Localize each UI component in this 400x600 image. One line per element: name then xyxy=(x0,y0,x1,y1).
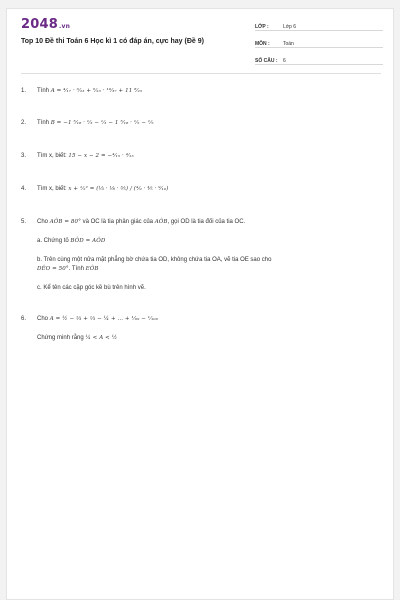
document-title: Top 10 Đề thi Toán 6 Học kì 1 có đáp án, cực hay (Đề 9) xyxy=(21,38,204,45)
math-expression: A = ⁴⁄₁₇ · ³⁄₂₃ + ⁶⁄₂₃ · ¹⁹⁄₃₇ + 11 ⁸⁄₂₃ xyxy=(50,88,143,94)
subquestion-c: c. Kể tên các cặp góc kề bù trên hình vẽ. xyxy=(37,285,146,291)
math-expression: BÔD = AÔD xyxy=(70,238,106,244)
math-expression: B = −1 ⁵⁄₁₈ · ¹⁄₃ − ¹⁄₃ − 1 ⁵⁄₁₈ · ¹⁄₅ − ¹⁄₅ xyxy=(50,120,154,126)
question-1 xyxy=(21,87,381,96)
math-expression: AÔB = 80° xyxy=(49,219,81,225)
question-4 xyxy=(21,185,381,194)
question-2 xyxy=(21,119,381,128)
meta-row-subject xyxy=(255,36,383,48)
question-text: . Tính xyxy=(68,266,86,272)
question-text: Tính xyxy=(37,120,51,126)
meta-value: Toán xyxy=(283,41,294,47)
logo-suffix: .vn xyxy=(58,23,71,30)
site-logo[interactable] xyxy=(21,17,70,32)
question-list xyxy=(21,87,381,343)
question-number: 3. xyxy=(21,153,27,159)
math-expression: A = ½ − ⅓ + ⅓ − ¼ + ... + ¹⁄₉₉ − ¹⁄₁₀₀ xyxy=(49,316,159,322)
document-header xyxy=(7,9,393,71)
question-text: Tính xyxy=(37,88,51,94)
proof-line xyxy=(37,334,381,343)
question-text: , gọi OD là tia đối của tia OC. xyxy=(167,219,246,225)
meta-row-count xyxy=(255,53,383,65)
header-divider xyxy=(21,73,381,74)
math-expression: AÔB xyxy=(154,219,168,225)
question-number: 2. xyxy=(21,120,27,126)
math-expression: DÊO = 50° xyxy=(37,266,69,272)
meta-label: LỚP : xyxy=(255,24,269,30)
math-expression: x + ¹⁄₂² = (⅓ · ⅛ · ⅗) / (⁴⁄₉ · ⅘ · ⁹⁄₁₀) xyxy=(68,186,169,192)
question-number: 4. xyxy=(21,186,27,192)
question-text: Cho xyxy=(37,316,50,322)
question-6 xyxy=(21,315,381,343)
meta-row-class xyxy=(255,19,383,31)
question-5 xyxy=(21,218,381,293)
math-expression: EÔB xyxy=(85,266,99,272)
question-statement xyxy=(37,315,381,324)
question-text: và OC là tia phân giác của xyxy=(80,219,155,225)
question-text: a. Chứng tỏ xyxy=(37,238,71,244)
question-text: b. Trên cùng một nửa mặt phẳng bờ chứa tia OD, không chứa tia OA, vẽ tia OE sao cho xyxy=(37,257,272,263)
question-number: 6. xyxy=(21,316,27,322)
meta-label: SỐ CÂU : xyxy=(255,58,278,64)
question-statement xyxy=(37,218,381,227)
math-expression: 15 − x − 2 = −⁴⁄₁₅ · ⁴⁄₁₅ xyxy=(68,153,134,159)
question-text: Tìm x, biết: xyxy=(37,186,69,192)
question-text: Chứng minh rằng xyxy=(37,335,86,341)
meta-label: MÔN : xyxy=(255,41,270,47)
question-number: 1. xyxy=(21,88,27,94)
question-number: 5. xyxy=(21,219,27,225)
meta-value: 6 xyxy=(283,58,286,64)
question-3 xyxy=(21,152,381,161)
question-text: Cho xyxy=(37,219,50,225)
meta-value: Lớp 6 xyxy=(283,24,297,30)
document-page xyxy=(6,8,394,600)
meta-box xyxy=(255,19,383,70)
subquestion-b xyxy=(37,256,381,274)
subquestion-a xyxy=(37,237,381,246)
math-expression: ¼ < A < ½ xyxy=(85,335,118,341)
logo-text: 2048 xyxy=(21,17,58,32)
question-text: Tìm x, biết: xyxy=(37,153,69,159)
